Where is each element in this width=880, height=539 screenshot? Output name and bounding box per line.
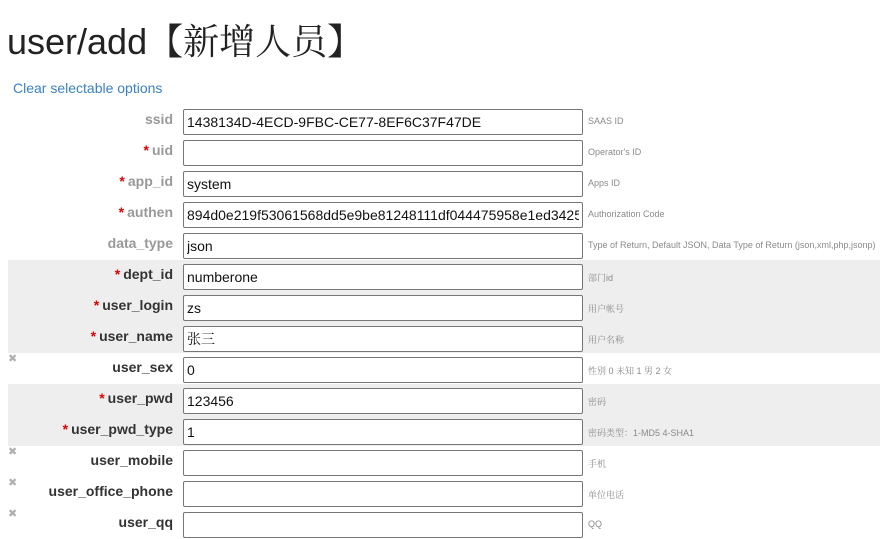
field-hint-user_name: 用户名称 [588,335,625,345]
required-marker: * [62,421,69,437]
user_login-input[interactable] [183,295,583,321]
field-hint-ssid: SAAS ID [588,116,624,126]
form-row-user_qq [8,508,880,539]
field-hint-data_type: Type of Return, Default JSON, Data Type of Return (json,xml,php,jsonp) [588,240,876,250]
form-row-data_type [8,229,880,260]
field-label-text: user_pwd_type [71,421,173,437]
api-form [8,105,880,539]
required-marker: * [114,266,121,282]
field-hint-uid: Operator's ID [588,147,642,157]
form-row-ssid [8,105,880,136]
field-label-text: user_mobile [90,452,173,468]
field-hint-user_pwd_type: 密码类型：1-MD5 4-SHA1 [588,428,695,438]
field-label-text: user_sex [112,359,173,375]
field-hint-user_qq: QQ [588,519,603,529]
field-hint-dept_id: 部门id [588,273,614,283]
form-row-user_mobile [8,446,880,477]
field-label-user_sex [112,359,173,375]
field-hint-user_sex: 性别 0 未知 1 男 2 女 [588,366,673,376]
field-label-text: user_pwd [107,390,173,406]
field-hint-authen: Authorization Code [588,209,665,219]
field-label-user_qq [119,514,173,530]
form-row-user_sex [8,353,880,384]
form-row-user_login [8,291,880,322]
field-label-user_pwd_type [63,421,173,437]
close-icon[interactable]: ✖ [8,446,18,458]
form-row-authen [8,198,880,229]
field-label-text: dept_id [123,266,173,282]
authen-input[interactable] [183,202,583,228]
field-hint-user_mobile: 手机 [588,459,607,469]
ssid-input[interactable] [183,109,583,135]
field-hint-user_office_phone: 单位电话 [588,490,625,500]
field-hint-user_login: 用户帐号 [588,304,625,314]
field-label-text: app_id [127,173,173,189]
field-label-text: user_name [99,328,173,344]
field-label-text: data_type [107,235,173,251]
form-row-user_name [8,322,880,353]
field-label-app_id [119,173,173,189]
page-title: user/add【新增人员】 [7,21,364,62]
required-marker: * [118,204,125,220]
user_office_phone-input[interactable] [183,481,583,507]
form-row-user_office_phone [8,477,880,508]
field-label-text: user_office_phone [48,483,173,499]
user_qq-input[interactable] [183,512,583,538]
field-label-user_login [94,297,173,313]
form-row-uid [8,136,880,167]
field-label-text: authen [127,204,173,220]
uid-input[interactable] [183,140,583,166]
required-marker: * [93,297,100,313]
dept_id-input[interactable] [183,264,583,290]
field-label-user_office_phone [49,483,173,499]
app_id-input[interactable] [183,171,583,197]
required-marker: * [90,328,97,344]
form-row-user_pwd_type [8,415,880,446]
user_pwd-input[interactable] [183,388,583,414]
required-marker: * [119,173,125,189]
close-icon[interactable]: ✖ [8,353,18,365]
field-label-dept_id [115,266,173,282]
field-hint-user_pwd: 密码 [588,397,607,407]
field-label-authen [119,204,173,220]
required-marker: * [99,390,105,406]
clear-selectable-options-link[interactable]: Clear selectable options [13,80,163,96]
form-row-user_pwd [8,384,880,415]
field-label-data_type [108,235,173,251]
close-icon[interactable]: ✖ [8,508,18,520]
user_pwd_type-input[interactable] [183,419,583,445]
field-hint-app_id: Apps ID [588,178,621,188]
user_sex-input[interactable] [183,357,583,383]
field-label-text: ssid [144,111,173,127]
field-label-ssid [145,111,173,127]
field-label-user_mobile [91,452,173,468]
data_type-input[interactable] [183,233,583,259]
user_name-input[interactable] [183,326,583,352]
field-label-text: user_qq [118,514,173,530]
field-label-uid [144,142,173,158]
form-row-dept_id [8,260,880,291]
close-icon[interactable]: ✖ [8,477,18,489]
required-marker: * [143,142,149,158]
form-row-app_id [8,167,880,198]
field-label-user_name [91,328,173,344]
field-label-text: uid [152,142,173,158]
user_mobile-input[interactable] [183,450,583,476]
field-label-user_pwd [99,390,173,406]
field-label-text: user_login [102,297,173,313]
